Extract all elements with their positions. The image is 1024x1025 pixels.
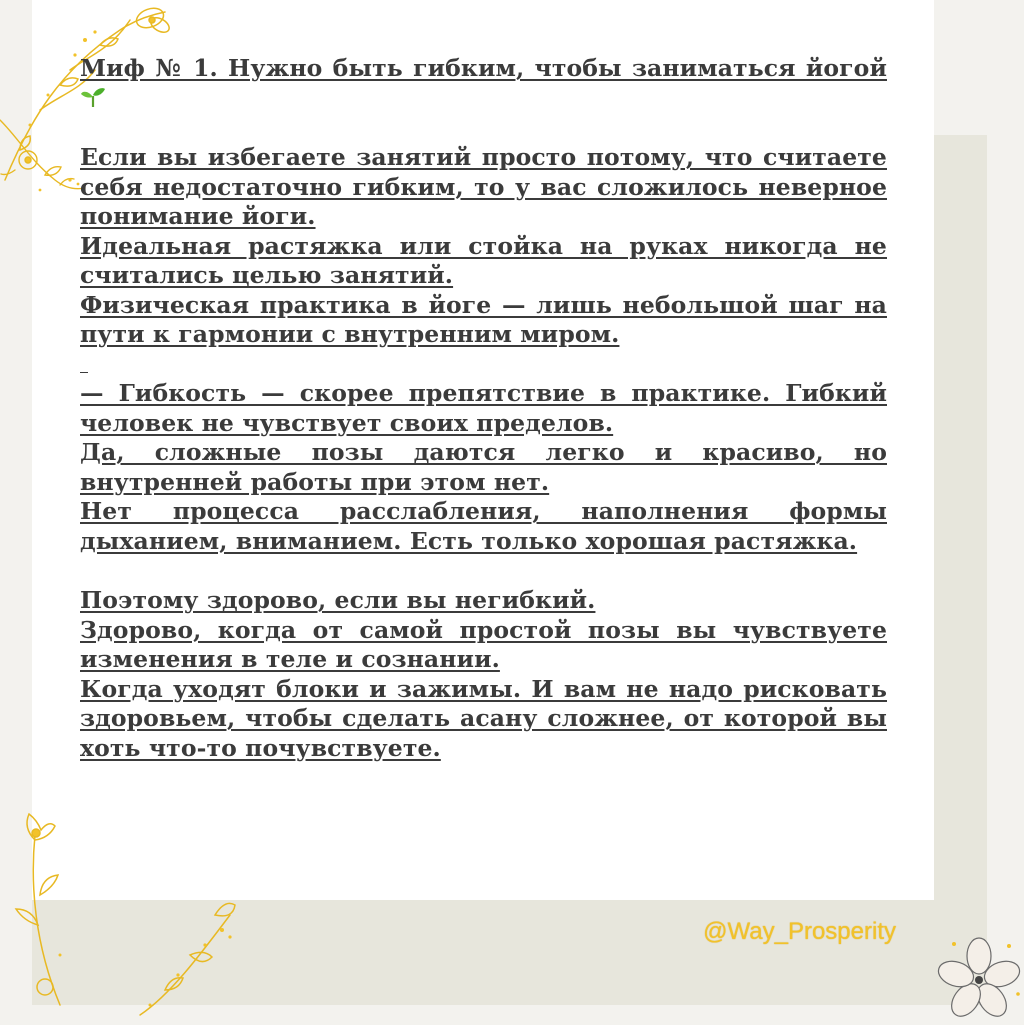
seedling-icon: [80, 86, 106, 108]
paragraph-1: Если вы избегаете занятий просто потому, что считаете себя недостаточно гибким, то у вас сложилось неверное понимание йоги.: [80, 143, 887, 230]
paragraph-8: Здорово, когда от самой простой позы вы чувствуете изменения в теле и сознании.: [80, 615, 887, 673]
paragraph-6: Нет процесса расслабления, наполнения формы дыханием, вниманием. Есть только хорошая растяжка.: [80, 497, 887, 555]
floral-bottom-left-icon: [0, 805, 260, 1025]
floral-left-branch-icon: [0, 110, 90, 230]
divider-underscore: [80, 350, 887, 380]
page-title: Миф № 1. Нужно быть гибким, чтобы заниматься йогой: [80, 54, 887, 113]
paragraph-9: Когда уходят блоки и зажимы. И вам не надо рисковать здоровьем, чтобы сделать асану сложнее, от которой вы хоть что-то почувствуете.: [80, 674, 887, 762]
paragraph-2: Идеальная растяжка или стойка на руках никогда не считались целью занятий.: [80, 231, 887, 289]
flower-bottom-right-icon: [934, 934, 1024, 1024]
paragraph-5: Да, сложные позы даются легко и красиво, но внутренней работы при этом нет.: [80, 438, 887, 496]
paragraph-3: Физическая практика в йоге — лишь небольшой шаг на пути к гармонии с внутренним миром.: [80, 290, 887, 348]
author-handle: @Way_Prosperity: [703, 918, 896, 945]
spacer: [80, 556, 887, 586]
paragraph-4: — Гибкость — скорее препятствие в практике. Гибкий человек не чувствует своих пределов.: [80, 379, 887, 437]
spacer: [80, 113, 887, 143]
article-text: [80, 54, 887, 763]
paragraph-7: Поэтому здорово, если вы негибкий.: [80, 586, 596, 614]
